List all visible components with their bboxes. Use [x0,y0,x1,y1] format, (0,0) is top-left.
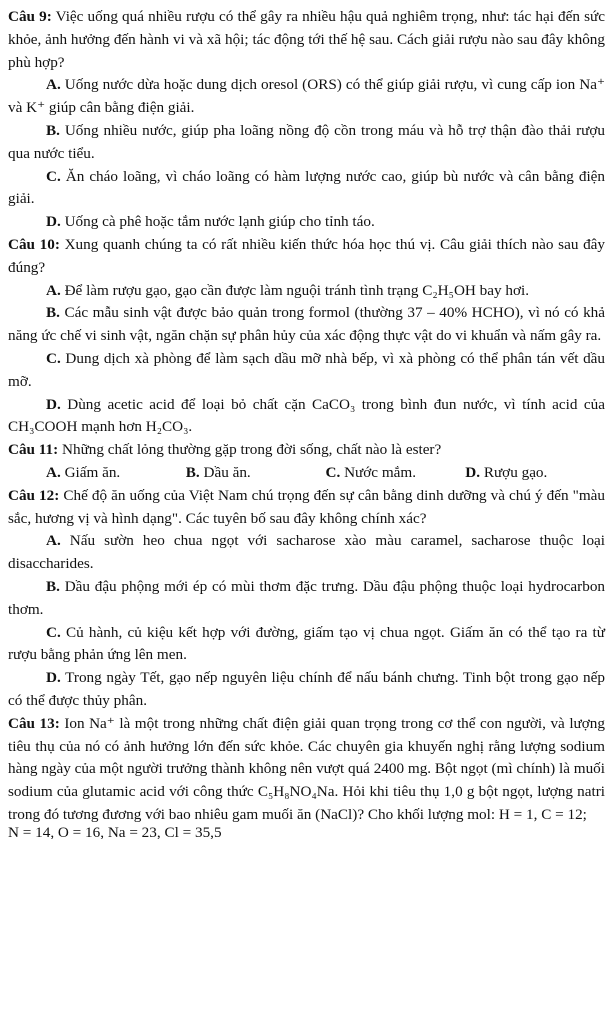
question-13 [8,713,605,839]
question-stem: Việc uống quá nhiều rượu có thể gây ra nhiều hậu quả nghiêm trọng, như: tác hại đến sức khỏe, ảnh hưởng đến hành vi và xã hội; tác động tới thế hệ sau. Cách giải rượu nào sau đây không phù hợp? [8,8,605,71]
option-c: C. Củ hành, củ kiệu kết hợp với đường, giấm tạo vị chua ngọt. Giấm ăn có thể tạo ra từ rượu bằng phản ứng lên men. [8,623,605,664]
question-11 [8,439,605,485]
option-d: D. Dùng acetic acid để loại bỏ chất cặn CaCO₃ trong bình đun nước, vì tính acid của CH₃COOH mạnh hơn H₂CO₃. [8,395,605,436]
option-c: C. Nước mắm. [325,463,416,481]
question-stem: Ion Na⁺ là một trong những chất điện giải quan trọng trong cơ thể con người, và lượng tiêu thụ của nó có ảnh hưởng lớn đến sức khỏe. Các chuyên gia khuyến nghị rằng lượng sodium hàng ngày của một người trưởng thành không nên vượt quá 2400 mg. Bột ngọt (mì chính) là muối sodium của glutamic acid với công thức C₅H₈NO₄Na. Hỏi khi tiêu thụ 1,0 g bột ngọt, lượng natri trong đó tương đương với bao nhiêu gam muối ăn (NaCl)? Cho khối lượng mol: H = 1, C = 12; [8,714,605,823]
option-d: D. Rượu gạo. [465,463,548,481]
option-c: C. Ăn cháo loãng, vì cháo loãng có hàm lượng nước cao, giúp bù nước và cân bằng điện giải. [8,167,606,208]
option-a: A. Nấu sườn heo chua ngọt với sacharose xào màu caramel, sacharose thuộc loại disaccharides. [8,532,606,573]
cut-off-line: N = 14, O = 16, Na = 23, Cl = 35,5 [8,826,222,839]
question-number: Câu 12: [8,486,60,504]
question-12 [8,485,605,713]
option-b: B. Các mẫu sinh vật được bảo quản trong formol (thường 37 – 40% HCHO), vì nó có khả năng ức chế vi sinh vật, ngăn chặn sự phân hủy của xác động thực vật do vi khuẩn và nấm gây ra. [8,304,606,345]
question-9 [8,6,605,234]
option-d: D. Trong ngày Tết, gạo nếp nguyên liệu chính để nấu bánh chưng. Tinh bột trong gạo nếp có thể được thủy phân. [8,669,605,709]
option-a: A. Giấm ăn. [46,463,121,481]
question-stem: Những chất lỏng thường gặp trong đời sống, chất nào là ester? [62,441,442,459]
option-a: A. Để làm rượu gạo, gạo cần được làm nguội tránh tình trạng C₂H₅OH bay hơi. [46,281,530,299]
option-b: B. Dầu ăn. [185,463,251,481]
option-c: C. Dung dịch xà phòng để làm sạch dầu mỡ nhà bếp, vì xà phòng có thể phân tán vết dầu mỡ. [8,349,605,390]
question-number: Câu 11: [8,441,59,459]
question-10 [8,234,605,439]
option-b: B. Dầu đậu phộng mới ép có mùi thơm đặc trưng. Dầu đậu phộng thuộc loại hydrocarbon thơm. [8,577,606,618]
question-number: Câu 9: [8,8,52,25]
question-stem: Xung quanh chúng ta có rất nhiều kiến thức hóa học thú vị. Câu giải thích nào sau đây đúng? [8,235,606,276]
question-stem: Chế độ ăn uống của Việt Nam chú trọng đến sự cân bằng dinh dưỡng và chú ý đến "màu sắc, hương vị và hình dạng". Các tuyên bố sau đây không chính xác? [8,486,605,527]
option-b: B. Uống nhiều nước, giúp pha loãng nồng độ cồn trong máu và hỗ trợ thận đào thải rượu qua nước tiểu. [8,121,605,162]
question-number: Câu 13: [8,714,60,732]
option-a: A. Uống nước dừa hoặc dung dịch oresol (ORS) có thể giúp giải rượu, vì cung cấp ion Na⁺ và K⁺ giúp cân bằng điện giải. [8,76,605,117]
option-d: D. Uống cà phê hoặc tắm nước lạnh giúp cho tỉnh táo. [46,213,375,231]
question-number: Câu 10: [8,235,60,253]
options-row [8,462,605,485]
